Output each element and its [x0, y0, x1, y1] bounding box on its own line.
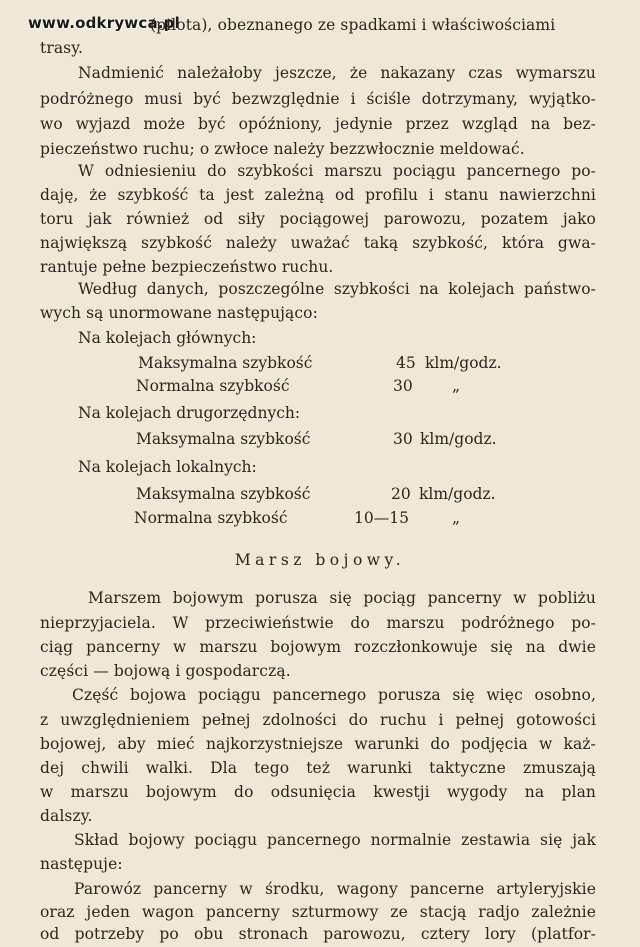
speed-row-label: Maksymalna szybkość [138, 354, 313, 372]
text-line: ciąg pancerny w marszu bojowym rozczłonkowuje się na dwie [40, 638, 596, 656]
text-line: wych są unormowane następująco: [40, 304, 318, 322]
text-line: w marszu bojowym do odsunięcia kwestji wygody na plan [40, 783, 596, 801]
speed-row-label: Normalna szybkość [134, 509, 288, 527]
speed-row-value: 30 [393, 377, 413, 395]
speed-row-label: Maksymalna szybkość [136, 430, 311, 448]
section-heading: Marsz bojowy. [234, 551, 406, 569]
text-line: bojowej, aby mieć najkorzystniejsze warunki do podjęcia w każ- [40, 735, 596, 753]
text-line: wo wyjazd może być opóźniony, jedynie przez wzgląd na bez- [40, 115, 596, 133]
text-line: Nadmienić należałoby jeszcze, że nakazany czas wymarszu [78, 64, 596, 82]
speed-row-label: Maksymalna szybkość [136, 485, 311, 503]
speed-group-label: Na kolejach lokalnych: [78, 458, 257, 476]
text-line: z uwzględnieniem pełnej zdolności do ruchu i pełnej gotowości [40, 711, 596, 729]
speed-row-unit: „ [452, 377, 461, 395]
text-line: rantuje pełne bezpieczeństwo ruchu. [40, 258, 334, 276]
speed-row-unit: „ [452, 509, 461, 527]
watermark: www.odkrywca.pl [28, 14, 180, 32]
text-line: nieprzyjaciela. W przeciwieństwie do marszu podróżnego po- [40, 614, 596, 632]
text-line: dalszy. [40, 807, 93, 825]
text-line: następuje: [40, 855, 123, 873]
speed-row-unit: klm/godz. [420, 430, 497, 448]
speed-row-unit: klm/godz. [425, 354, 502, 372]
speed-row-label: Normalna szybkość [136, 377, 290, 395]
speed-row-value: 20 [391, 485, 411, 503]
text-line: pieczeństwo ruchu; o zwłoce należy bezzwłocznie meldować. [40, 140, 525, 158]
text-line: trasy. [40, 39, 84, 57]
text-line: W odniesieniu do szybkości marszu pociągu pancernego po- [78, 162, 596, 180]
text-line: oraz jeden wagon pancerny szturmowy ze stacją radjo zależnie [40, 903, 596, 921]
text-line: od potrzeby po obu stronach parowozu, cztery lory (platfor- [40, 925, 596, 943]
text-line: Skład bojowy pociągu pancernego normalnie zestawia się jak [74, 831, 596, 849]
text-line: największą szybkość należy uważać taką szybkość, która gwa- [40, 234, 596, 252]
speed-group-label: Na kolejach drugorzędnych: [78, 404, 301, 422]
text-line: toru jak również od siły pociągowej parowozu, pozatem jako [40, 210, 596, 228]
text-line: części — bojową i gospodarczą. [40, 662, 291, 680]
text-line: (pilota), obeznanego ze spadkami i właściwościami [150, 16, 556, 34]
text-line: dej chwili walki. Dla tego też warunki taktyczne zmuszają [40, 759, 596, 777]
speed-row-value: 30 [393, 430, 413, 448]
text-line: Część bojowa pociągu pancernego porusza się więc osobno, [72, 686, 596, 704]
text-line: Parowóz pancerny w środku, wagony pancerne artyleryjskie [74, 880, 596, 898]
speed-group-label: Na kolejach głównych: [78, 329, 257, 347]
text-line: Według danych, poszczególne szybkości na kolejach państwo- [78, 280, 596, 298]
speed-row-value: 45 [396, 354, 416, 372]
text-line: Marszem bojowym porusza się pociąg pancerny w pobliżu [88, 589, 596, 607]
text-line: podróżnego musi być bezwzględnie i ściśle dotrzymany, wyjątko- [40, 90, 596, 108]
speed-row-value: 10—15 [354, 509, 409, 527]
speed-row-unit: klm/godz. [419, 485, 496, 503]
text-line: daję, że szybkość ta jest zależną od profilu i stanu nawierzchni [40, 186, 596, 204]
